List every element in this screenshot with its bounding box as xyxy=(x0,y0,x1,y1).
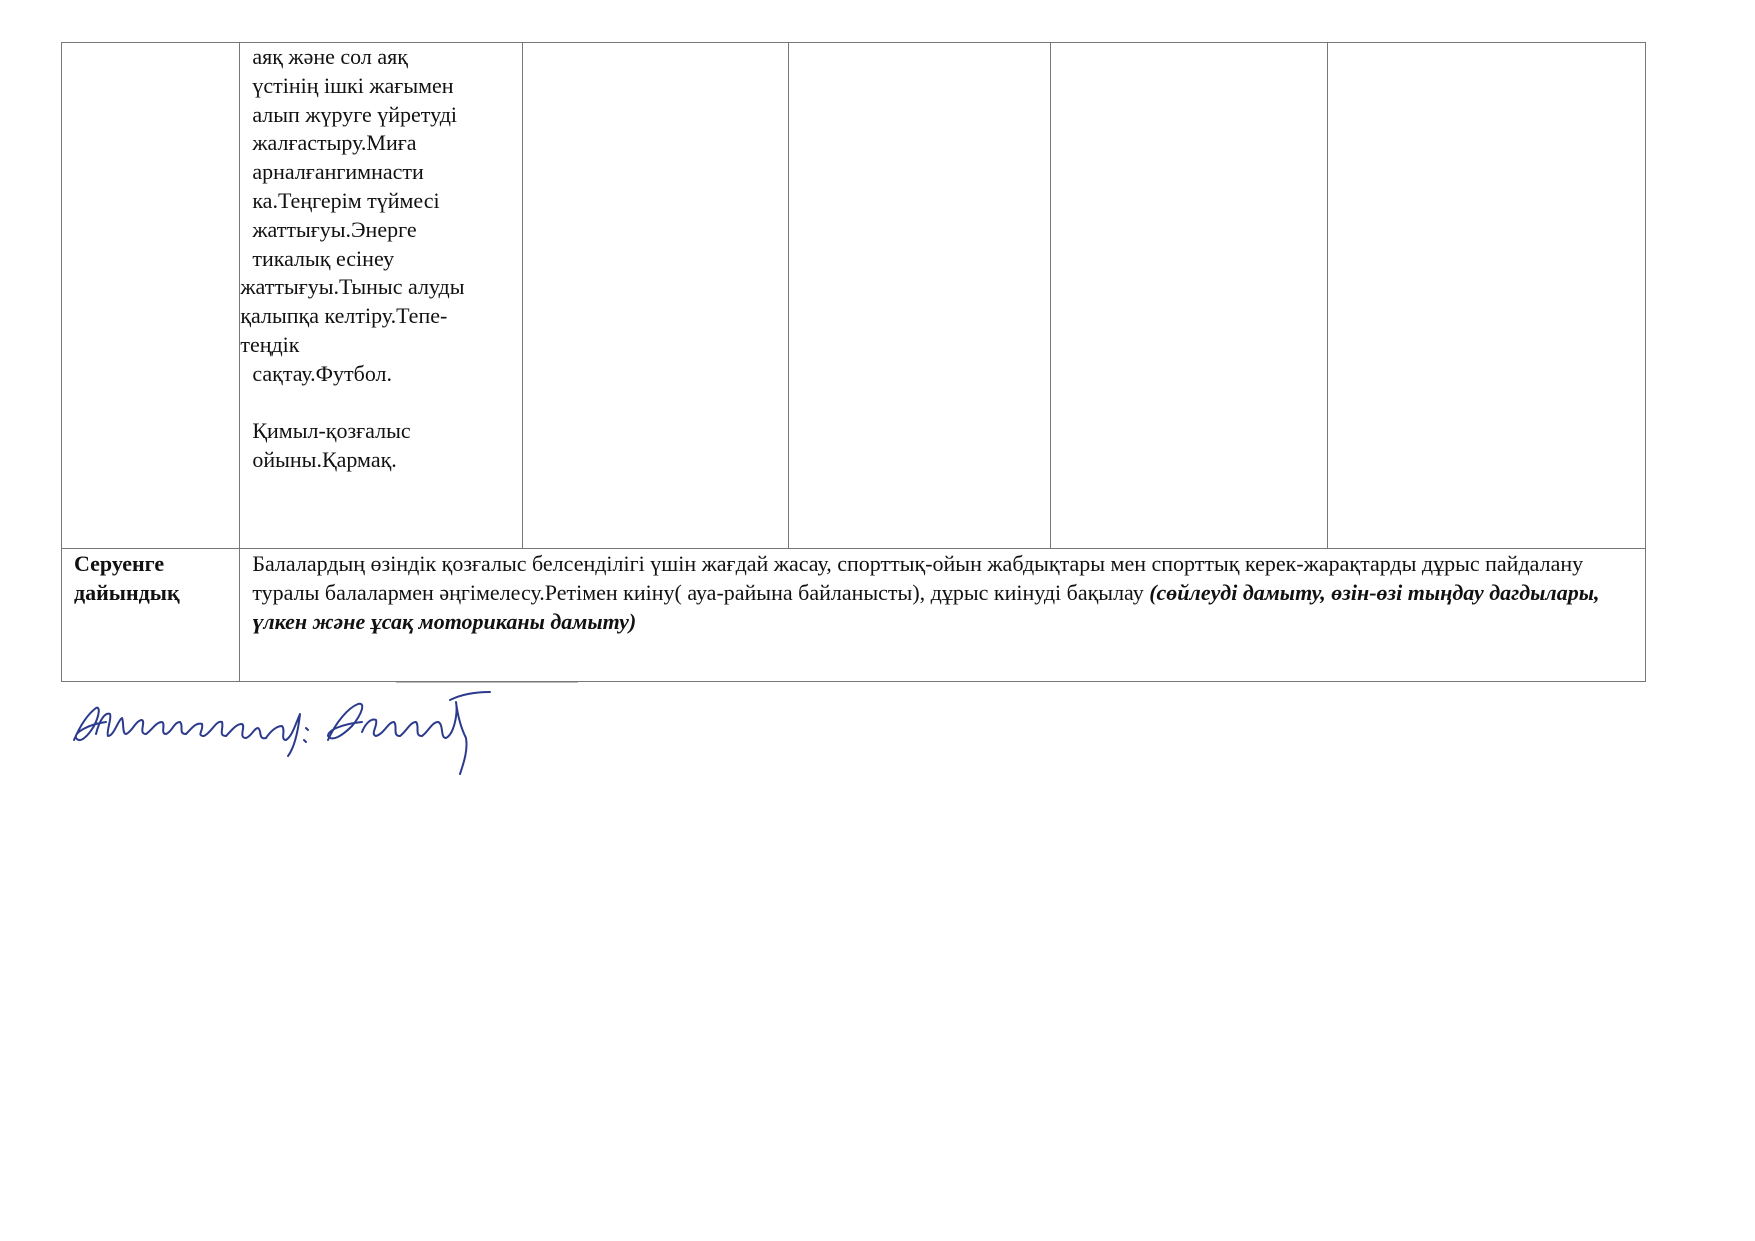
blank-line xyxy=(240,389,522,418)
walk-prep-label: Серуенге дайындық xyxy=(62,549,240,682)
activity-line: алып жүруге үйретуді xyxy=(252,101,458,127)
empty-cell xyxy=(789,43,1050,549)
activity-line: Қимыл-қозғалыс xyxy=(252,418,411,444)
activity-line: қалыпқа келтіру.Тепе- xyxy=(240,303,448,329)
activity-line: тикалық есінеу xyxy=(252,245,395,271)
handwritten-signature xyxy=(66,678,506,788)
walk-prep-emphasis: (сөйлеуді дамыту, өзін-өзі тыңдау дагдылары, үлкен және ұсақ моториканы дамыту) xyxy=(252,579,1600,634)
daily-plan-table xyxy=(61,42,1646,682)
activity-line: арналғангимнасти xyxy=(252,159,424,185)
activity-line: ка.Теңгерім түймесі xyxy=(252,187,440,213)
row-label-cell xyxy=(62,43,240,549)
empty-cell xyxy=(1328,43,1646,549)
activity-line: жалғастыру.Миға xyxy=(252,130,417,156)
activity-line: жаттығуы.Энерге xyxy=(252,216,417,242)
activity-line: теңдік xyxy=(240,331,300,357)
activity-line: ойыны.Қармақ. xyxy=(252,447,397,473)
table-row xyxy=(62,43,1646,549)
empty-cell xyxy=(522,43,789,549)
table-row xyxy=(62,549,1646,682)
activity-cell xyxy=(240,43,523,549)
activity-line: үстінің ішкі жағымен xyxy=(252,72,454,98)
walk-prep-text: Балалардың өзіндік қозғалыс белсенділігі үшін жағдай жасау, спорттық-ойын жабдықтары мен спорттық керек-жарақтарды дұрыс пайдалану туралы балалармен әңгімелесу.Ретімен киіну( ауа-райына байланысты), дұрыс киінуді бақылау xyxy=(252,551,1584,605)
activity-line: жаттығуы.Тыныс алуды xyxy=(240,274,465,300)
walk-prep-content xyxy=(240,549,1646,682)
empty-cell xyxy=(1050,43,1328,549)
activity-line: сақтау.Футбол. xyxy=(252,360,393,386)
activity-text xyxy=(240,43,522,475)
activity-line: аяқ және сол аяқ xyxy=(252,44,408,69)
